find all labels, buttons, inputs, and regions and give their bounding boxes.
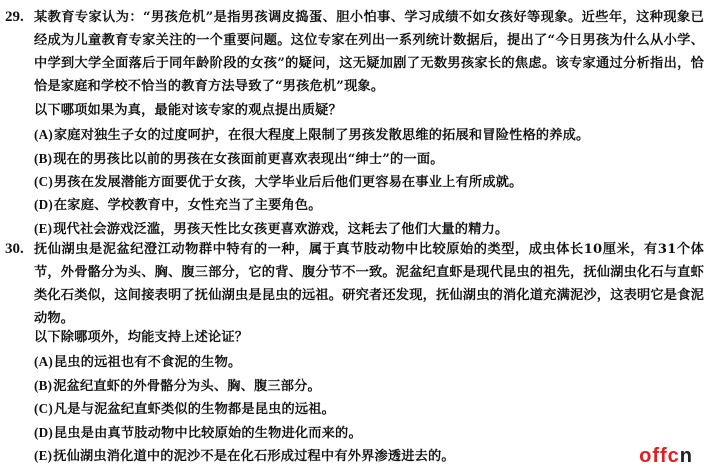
question-stem: 某教育专家认为：“男孩危机”是指男孩调皮捣蛋、胆小怕事、学习成绩不如女孩好等现象。近些年，这种现象已经成为儿童教育专家关注的一个重要问题。这位专家在列出一系列统计数据后，提出了“今日男孩为什么从小学、中学到大学全面落后于同年龄阶段的女孩”的疑问，这无疑加剧了无数男孩家长的焦虑。该专家通过分析指出，恰恰是家庭和学校不恰当的教育方法导致了“男孩危机”现象。 (34, 10, 704, 94)
option-b (34, 374, 321, 398)
question-stem: 抚仙湖虫是泥盆纪澄江动物群中特有的一种，属于真节肢动物中比较原始的类型，成虫体长10厘米，有31个体节，外骨骼分为头、胸、腹三部分，它的背、腹分节不一致。泥盆纪直虾是现代昆虫的祖先，抚仙湖虫化石与直虾类化石类似，这间接表明了抚仙湖虫是昆虫的远祖。研究者还发现，抚仙湖虫的消化道充满泥沙，这表明它是食泥动物。 (34, 242, 704, 326)
option-label: (E) (34, 448, 53, 463)
option-text: 家庭对独生子女的过度呵护，在很大程度上限制了男孩发散思维的拓展和冒险性格的养成。 (53, 128, 590, 143)
question-number: 30. (5, 241, 24, 257)
question-prompt: 以下除哪项外，均能支持上述论证？ (34, 330, 249, 345)
watermark-part-2: n (679, 445, 693, 467)
watermark-part-1: offc (639, 445, 680, 467)
option-label: (A) (34, 354, 53, 369)
option-label: (B) (34, 151, 53, 166)
question-prompt: 以下哪项如果为真，最能对该专家的观点提出质疑？ (34, 103, 342, 118)
option-label: (C) (34, 174, 53, 189)
option-label: (D) (34, 425, 53, 440)
option-label: (A) (34, 127, 53, 142)
option-c (34, 170, 522, 194)
option-label: (D) (34, 197, 53, 212)
option-text: 现在的男孩比以前的男孩在女孩面前更喜欢表现出“绅士”的一面。 (53, 152, 444, 167)
option-text: 抚仙湖虫消化道中的泥沙不是在化石形成过程中有外界渗透进去的。 (53, 449, 455, 464)
question-29 (0, 6, 711, 246)
option-d (34, 421, 362, 445)
option-d (34, 193, 322, 217)
question-number: 29. (5, 9, 24, 25)
option-text: 昆虫的远祖也有不食泥的生物。 (53, 355, 242, 370)
option-text: 泥盆纪直虾的外骨骼分为头、胸、腹三部分。 (53, 379, 321, 394)
option-text: 凡是与泥盆纪直虾类似的生物都是昆虫的远祖。 (53, 402, 336, 417)
option-label: (E) (34, 221, 53, 236)
option-a (34, 123, 589, 147)
option-a (34, 350, 241, 374)
option-b (34, 147, 444, 171)
option-e (34, 444, 455, 468)
option-text: 在家庭、学校教育中，女性充当了主要角色。 (53, 198, 322, 213)
option-c (34, 397, 335, 421)
option-text: 男孩在发展潜能方面要优于女孩，大学毕业后后他们更容易在事业上有所成就。 (53, 175, 523, 190)
question-30 (0, 238, 711, 470)
option-text: 现代社会游戏泛滥，男孩天性比女孩更喜欢游戏，这耗去了他们大量的精力。 (53, 222, 509, 237)
option-label: (C) (34, 401, 53, 416)
option-text: 昆虫是由真节肢动物中比较原始的生物进化而来的。 (53, 426, 362, 441)
option-label: (B) (34, 378, 53, 393)
watermark-logo (639, 445, 693, 468)
